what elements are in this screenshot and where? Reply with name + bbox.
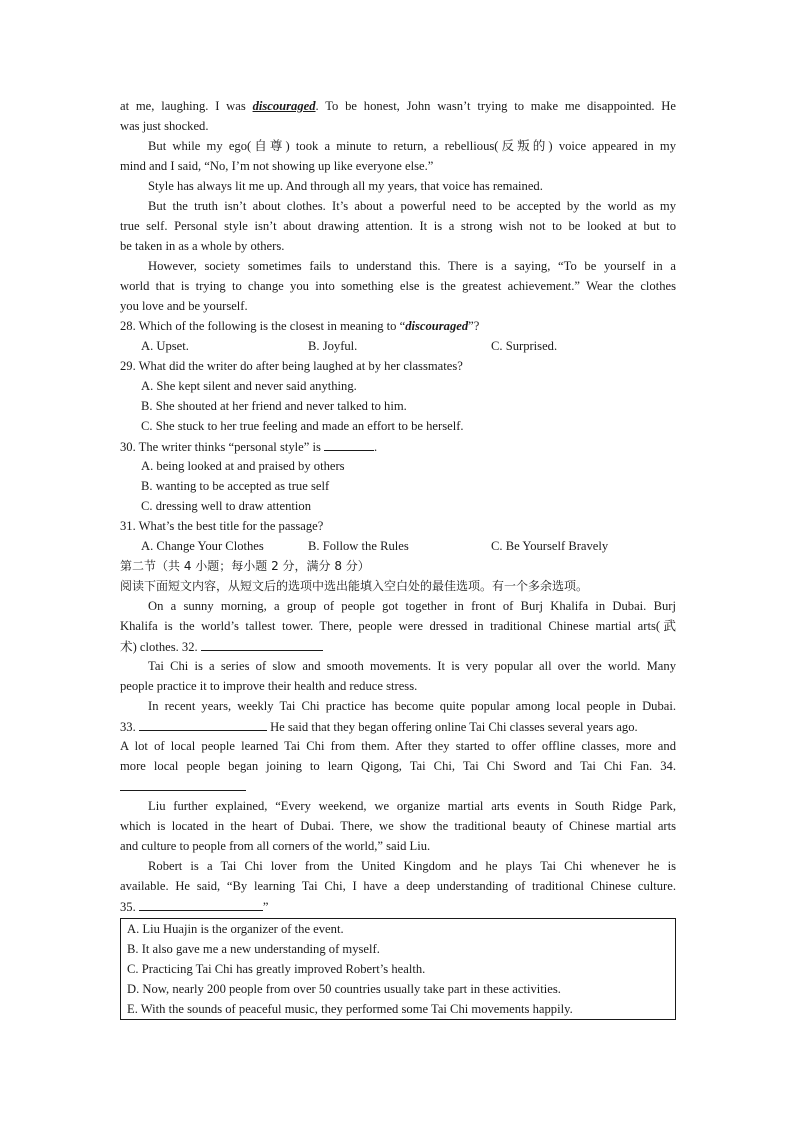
option-e: E. With the sounds of peaceful music, they performed some Tai Chi movements happily. (127, 1002, 573, 1016)
answer-blank-32 (201, 636, 323, 651)
question-30-stem: 30. The writer thinks “personal style” is . (120, 436, 676, 456)
passage-line: In recent years, weekly Tai Chi practice has become quite popular among local people in Dubai. (148, 699, 676, 713)
section-heading: 第二节（共 4 小题；每小题 2 分，满分 8 分） (120, 559, 370, 573)
option-c: C. dressing well to draw attention (141, 499, 311, 513)
emphasized-word: discouraged (252, 99, 316, 113)
option-d: D. Now, nearly 200 people from over 50 countries usually take part in these activities. (127, 982, 561, 996)
option-b: B. Joyful. (308, 339, 358, 353)
passage-line: be taken in as a whole by others. (120, 239, 285, 253)
passage-line: Khalifa is the world’s tallest tower. There, people were dressed in traditional Chinese martial arts(武 (120, 619, 676, 633)
options-box (120, 918, 676, 1020)
passage-line: people practice it to improve their health and reduce stress. (120, 679, 418, 693)
option-c: C. She stuck to her true feeling and made an effort to be herself. (141, 419, 464, 433)
passage-line: which is located in the heart of Dubai. There, we show the traditional beauty of Chinese martial arts (120, 819, 676, 833)
passage-line: Liu further explained, “Every weekend, we organize martial arts events in South Ridge Park, (148, 799, 676, 813)
option-b: B. It also gave me a new understanding of myself. (127, 942, 380, 956)
option-c: C. Practicing Tai Chi has greatly improved Robert’s health. (127, 962, 426, 976)
passage-line: mind and I said, “No, I’m not showing up like everyone else.” (120, 159, 434, 173)
section-instruction: 阅读下面短文内容，从短文后的选项中选出能填入空白处的最佳选项。有一个多余选项。 (120, 579, 589, 593)
passage-line: was just shocked. (120, 119, 209, 133)
passage-line: However, society sometimes fails to understand this. There is a saying, “To be yourself in a (148, 259, 676, 273)
passage-line: and culture to people from all corners of the world,” said Liu. (120, 839, 431, 853)
option-b: B. wanting to be accepted as true self (141, 479, 330, 493)
passage-line: world that is trying to change you into something else is the greatest achievement.” Wear the clothes (120, 279, 676, 293)
passage-line: 35. ” (120, 896, 676, 916)
answer-blank (324, 436, 374, 451)
passage-line: at me, laughing. I was discouraged. To be honest, John wasn’t trying to make me disappointed. He (120, 99, 676, 113)
question-28-options (120, 336, 676, 356)
passage-line: But the truth isn’t about clothes. It’s about a powerful need to be accepted by the world as my (148, 199, 676, 213)
passage-line: A lot of local people learned Tai Chi from them. After they started to offer offline classes, more and (120, 739, 676, 753)
passage-line: Robert is a Tai Chi lover from the United Kingdom and he plays Tai Chi whenever he is (148, 859, 676, 873)
exam-page (120, 96, 676, 1020)
passage-line: But while my ego(自尊) took a minute to return, a rebellious(反叛的) voice appeared in my (148, 139, 676, 153)
passage-line: On a sunny morning, a group of people got together in front of Burj Khalifa in Dubai. Burj (148, 599, 676, 613)
passage-line: Style has always lit me up. And through all my years, that voice has remained. (148, 179, 543, 193)
answer-blank-33 (139, 716, 267, 731)
passage-line: 术) clothes. 32. (120, 636, 676, 656)
answer-blank-35 (139, 896, 263, 911)
answer-blank-34 (120, 776, 246, 791)
option-b: B. She shouted at her friend and never talked to him. (141, 399, 407, 413)
option-a: A. She kept silent and never said anything. (141, 379, 357, 393)
question-29-stem: 29. What did the writer do after being laughed at by her classmates? (120, 359, 463, 373)
passage-line: you love and be yourself. (120, 299, 248, 313)
passage-line: more local people began joining to learn Qigong, Tai Chi, Tai Chi Sword and Tai Chi Fan. 34. (120, 759, 676, 773)
passage-line: Tai Chi is a series of slow and smooth movements. It is very popular all over the world. Many (148, 659, 676, 673)
passage-line: 33. He said that they began offering online Tai Chi classes several years ago. (120, 716, 676, 736)
option-a: A. Change Your Clothes (141, 539, 264, 553)
option-b: B. Follow the Rules (308, 539, 409, 553)
option-a: A. Upset. (141, 339, 189, 353)
option-a: A. Liu Huajin is the organizer of the event. (127, 922, 344, 936)
question-28-stem: 28. Which of the following is the closest in meaning to “discouraged”? (120, 319, 480, 333)
question-31-options (120, 536, 676, 556)
option-a: A. being looked at and praised by others (141, 459, 345, 473)
passage-line (120, 776, 676, 796)
option-c: C. Be Yourself Bravely (491, 539, 609, 553)
passage-line: available. He said, “By learning Tai Chi, I have a deep understanding of traditional Chinese culture. (120, 879, 676, 893)
question-31-stem: 31. What’s the best title for the passage? (120, 519, 324, 533)
passage-line: true self. Personal style isn’t about drawing attention. It is a strong wish not to be looked at but to (120, 219, 676, 233)
option-c: C. Surprised. (491, 339, 558, 353)
